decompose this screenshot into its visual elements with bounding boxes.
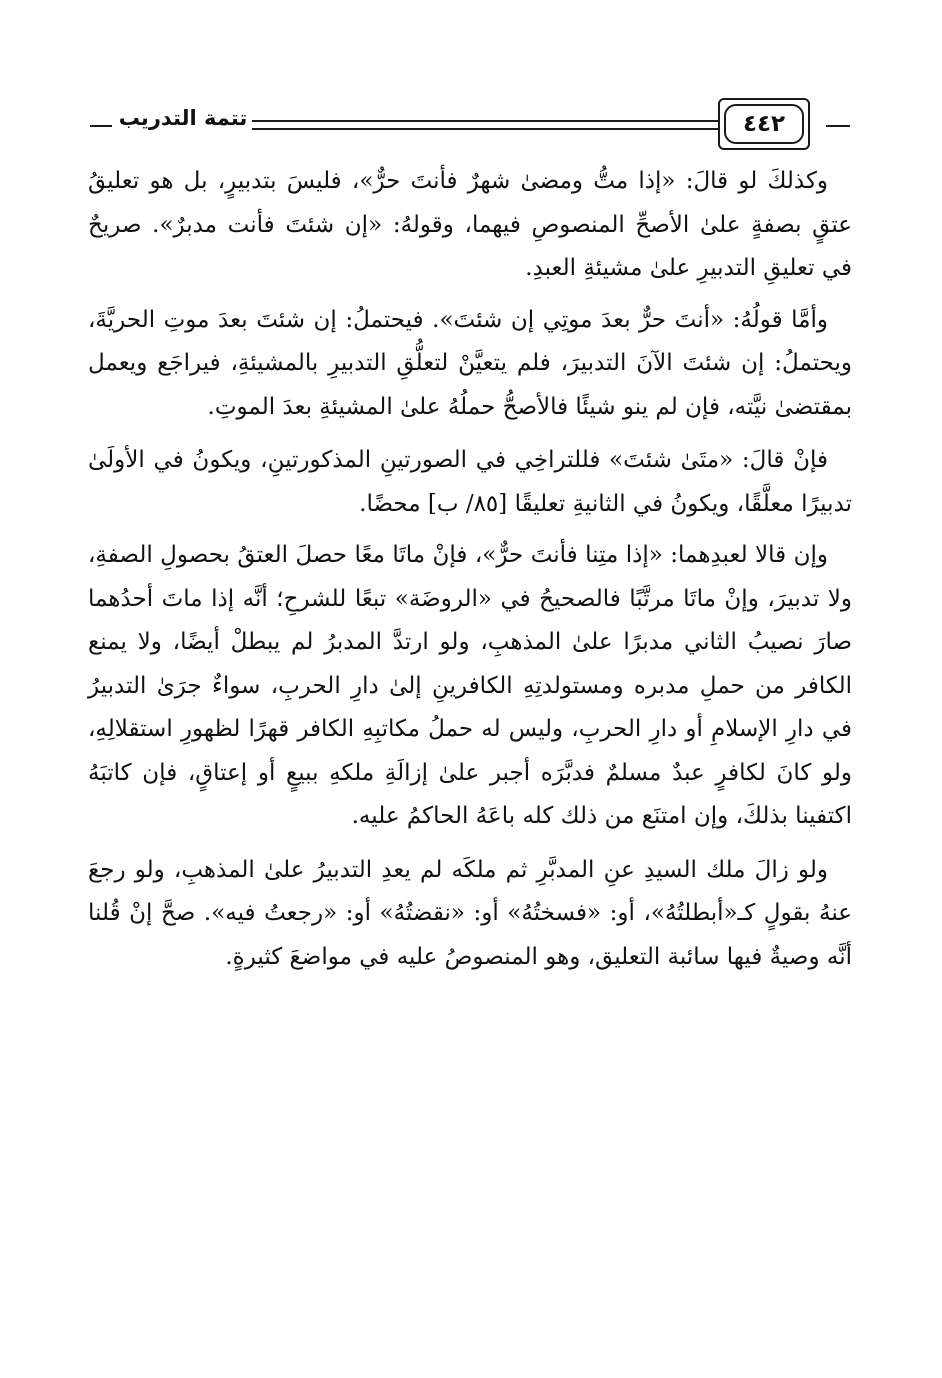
header-double-rule	[252, 120, 794, 130]
header-rule-left-short	[90, 125, 112, 127]
header-rule-right-short	[826, 125, 850, 127]
paragraph-1: وكذلكَ لو قالَ: «إذا متُّ ومضىٰ شهرٌ فأنتَ حرٌّ»، فليسَ بتدبيرٍ، بل هو تعليقُ عتقٍ بصفةٍ علىٰ الأصحِّ المنصوصِ فيهما، وقولهُ: «إن شئتَ فأنت مدبرٌ». صريحٌ في تعليقِ التدبيرِ علىٰ مشيئةِ العبدِ.	[88, 168, 852, 281]
page-number-frame	[718, 98, 810, 150]
page-header	[90, 94, 850, 158]
paragraph-2: وأمَّا قولُهُ: «أنتَ حرٌّ بعدَ موتِي إن شئتَ». فيحتملُ: إن شئتَ بعدَ موتِ الحريَّةَ، ويحتملُ: إن شئتَ الآنَ التدبيرَ، فلم يتعيَّنْ لتعلُّقِ التدبيرِ بالمشيئةِ، فيراجَع ويعمل بمقتضىٰ نيَّته، فإن لم ينو شيئًا فالأصحُّ حملُهُ علىٰ المشيئةِ بعدَ الموتِ.	[88, 306, 852, 420]
running-header-title: تتمة التدريب	[118, 106, 248, 130]
paragraph-3: فإنْ قالَ: «متَىٰ شئتَ» فللتراخِي في الصورتينِ المذكورتينِ، ويكونُ في الأولَىٰ تدبيرًا معلَّقًا، ويكونُ في الثانيةِ تعليقًا [٨٥/ ب] محضًا.	[88, 447, 852, 517]
page-body	[88, 160, 852, 979]
paragraph-5: ولو زالَ ملك السيدِ عنِ المدبَّرِ ثم ملكَه لم يعدِ التدبيرُ علىٰ المذهبِ، ولو رجعَ عنهُ بقولٍ كـ«أبطلتُهُ»، أو: «فسختُهُ» أو: «نقضتُهُ» أو: «رجعتُ فيه». صحَّ إنْ قُلنا أنَّه وصيةٌ فيها سائبة التعليق، وهو المنصوصُ عليه في مواضعَ كثيرةٍ.	[88, 856, 852, 970]
paragraph-4: وإن قالا لعبدِهما: «إذا متِنا فأنتَ حرٌّ»، فإنْ ماتَا معًا حصلَ العتقُ بحصولِ الصفةِ، ولا تدبيرَ، وإنْ ماتَا مرتَّبًا فالصحيحُ في «الروضَة» تبعًا للشرحِ؛ أنَّه إذا ماتَ أحدُهما صارَ نصيبُ الثاني مدبرًا علىٰ المذهبِ، ولو ارتدَّ المدبرُ لم يبطلْ أيضًا، ولا يمنع الكافر من حملِ مدبره ومستولدتِهِ الكافرينِ إلىٰ دارِ الحربِ، سواءٌ جرَىٰ التدبيرُ في دارِ الإسلامِ أو دارِ الحربِ، وليس له حملُ مكاتبِهِ الكافر قهرًا لظهورِ استقلالِهِ، ولو كانَ لكافرٍ عبدٌ مسلمٌ فدبَّرَه أجبر علىٰ إزالَةِ ملكهِ ببيعٍ أو إعتاقٍ، فإن كاتبَهُ اكتفينا بذلكَ، وإن امتنَع من ذلك كله باعَهُ الحاكمُ عليه.	[88, 542, 852, 829]
page-number: ٤٤٢	[724, 104, 804, 144]
